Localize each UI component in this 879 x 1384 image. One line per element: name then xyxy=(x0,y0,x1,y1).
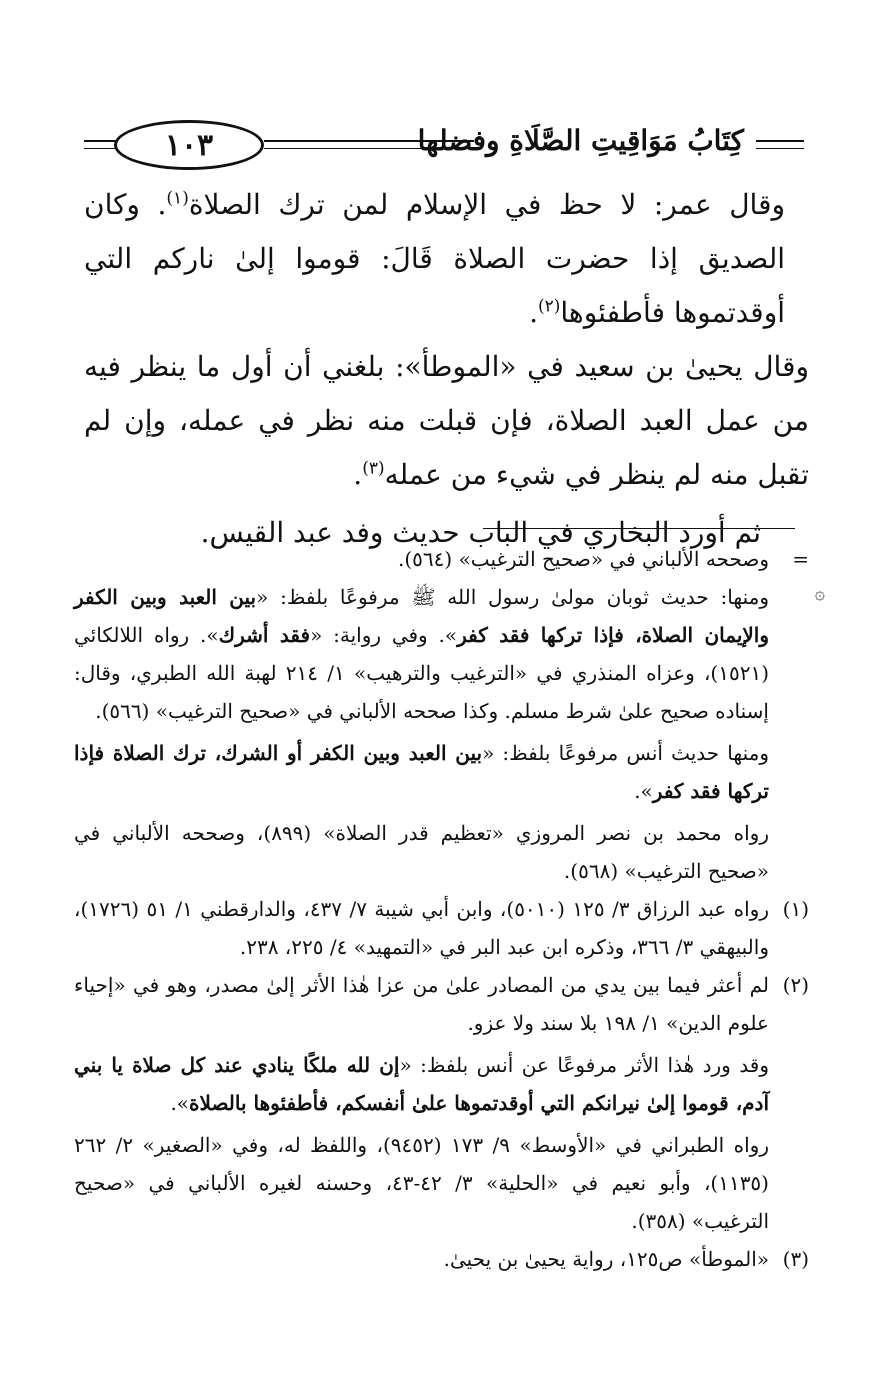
hadith-text: بين العبد وبين الكفر والإيمان الصلاة، فإذا تركها فقد كفر xyxy=(74,585,769,647)
hadith-text: فقد أشرك xyxy=(218,623,311,647)
footnote-paragraph xyxy=(74,1046,769,1122)
footnote-number: (٣) xyxy=(782,1247,809,1271)
footnotes xyxy=(74,540,809,1278)
paragraph-omar xyxy=(84,178,809,340)
text: ». xyxy=(170,1091,190,1115)
footnote-paragraph: رواه عبد الرزاق ٣/ ١٢٥ (٥٠١٠)، وابن أبي شيبة ٧/ ٤٣٧، والدارقطني ١/ ٥١ (١٧٢٦)، والبيهقي ٣/ ٣٦٦، وذكره ابن عبد البر في «التمهيد» ٤/ ٢٢٥، ٢٣٨. xyxy=(74,897,769,959)
footnote-3 xyxy=(74,1240,809,1278)
continuation-mark: = xyxy=(792,547,809,571)
hadith-text: إن لله ملكًا ينادي عند كل صلاة يا بني آدم، قوموا إلىٰ نيرانكم التي أوقدتموها علىٰ أنفسكم، فأطفئوها بالصلاة xyxy=(74,1053,769,1115)
book-title: كِتَابُ مَوَاقِيتِ الصَّلَاةِ وفضلها xyxy=(417,124,744,157)
text: ومنها: حديث ثوبان مولىٰ رسول الله ﷺ مرفوعًا بلفظ: « xyxy=(256,585,769,609)
footnote-1 xyxy=(74,890,809,966)
footnote-ref-1[interactable]: (١) xyxy=(166,188,189,209)
text: وقال يحيىٰ بن سعيد في «الموطأ»: بلغني أن أول ما ينظر فيه من عمل العبد الصلاة، فإن قبلت منه نظر في عمله، وإن لم تقبل منه لم ينظر في شيء من عمله xyxy=(84,350,809,491)
text: ». رواه اللالكائي (١٥٢١)، وعزاه المنذري في «الترغيب والترهيب» ١/ ٢١٤ لهبة الله الطبري، وقال: إسناده صحيح علىٰ شرط مسلم. وكذا صححه الألباني في «صحيح الترغيب» (٥٦٦). xyxy=(74,623,769,723)
footnote-paragraph: رواه محمد بن نصر المروزي «تعظيم قدر الصلاة» (٨٩٩)، وصححه الألباني في «صحيح الترغيب» (٥٦٨). xyxy=(74,821,770,883)
text: ومنها حديث أنس مرفوعًا بلفظ: « xyxy=(482,741,770,765)
footnote-number: (١) xyxy=(782,897,809,921)
hadith-text: بين العبد وبين الكفر أو الشرك، ترك الصلاة فإذا تركها فقد كفر xyxy=(74,741,769,803)
footnote-2 xyxy=(74,966,809,1240)
footnote-paragraph xyxy=(74,578,769,730)
text: . وكان الصديق إذا حضرت الصلاة قَالَ: قوموا إلىٰ ناركم التي أوقدتموها فأطفئوها xyxy=(84,188,785,329)
main-text xyxy=(84,178,809,560)
footnote-ref-2[interactable]: (٢) xyxy=(537,296,561,317)
footnote-paragraph: رواه الطبراني في «الأوسط» ٩/ ١٧٣ (٩٤٥٢)، واللفظ له، وفي «الصغير» ٢/ ٢٦٢ (١١٣٥)، وأبو نعيم في «الحلية» ٣/ ٤٢-٤٣، وحسنه لغيره الألباني في «صحيح الترغيب» (٣٥٨). xyxy=(74,1133,769,1233)
margin-ornament-icon: ۞ xyxy=(814,583,825,604)
text: . xyxy=(529,296,538,329)
footnote-paragraph: «الموطأ» ص١٢٥، رواية يحيىٰ بن يحيىٰ. xyxy=(443,1247,769,1271)
header-rule-right xyxy=(756,140,804,142)
header-rule-right-2 xyxy=(756,148,804,149)
page-number: ١٠٣ xyxy=(114,120,264,170)
running-header xyxy=(84,118,804,174)
footnote-ref-3[interactable]: (٣) xyxy=(362,458,385,479)
footnote-paragraph xyxy=(74,734,769,810)
text: وقال عمر: لا حظ في الإسلام لمن ترك الصلاة xyxy=(188,188,785,221)
footnote-paragraph: لم أعثر فيما بين يدي من المصادر علىٰ من عزا هٰذا الأثر إلىٰ مصدر، وهو في «إحياء علوم الدين» ١/ ١٩٨ بلا سند ولا عزو. xyxy=(74,973,769,1035)
text: ». وفي رواية: « xyxy=(310,623,458,647)
footnote-divider xyxy=(483,528,795,529)
paragraph-yahya xyxy=(84,340,809,502)
footnote-continuation xyxy=(74,540,809,890)
footnote-number: (٢) xyxy=(782,973,809,997)
text: . xyxy=(353,458,363,491)
footnote-paragraph: وصححه الألباني في «صحيح الترغيب» (٥٦٤). xyxy=(398,547,769,571)
text: وقد ورد هٰذا الأثر مرفوعًا عن أنس بلفظ: « xyxy=(399,1053,769,1077)
paragraph-bukhari: ثم أورد البخاري في الباب حديث وفد عبد القيس. xyxy=(200,516,761,549)
text: ». xyxy=(634,779,653,803)
